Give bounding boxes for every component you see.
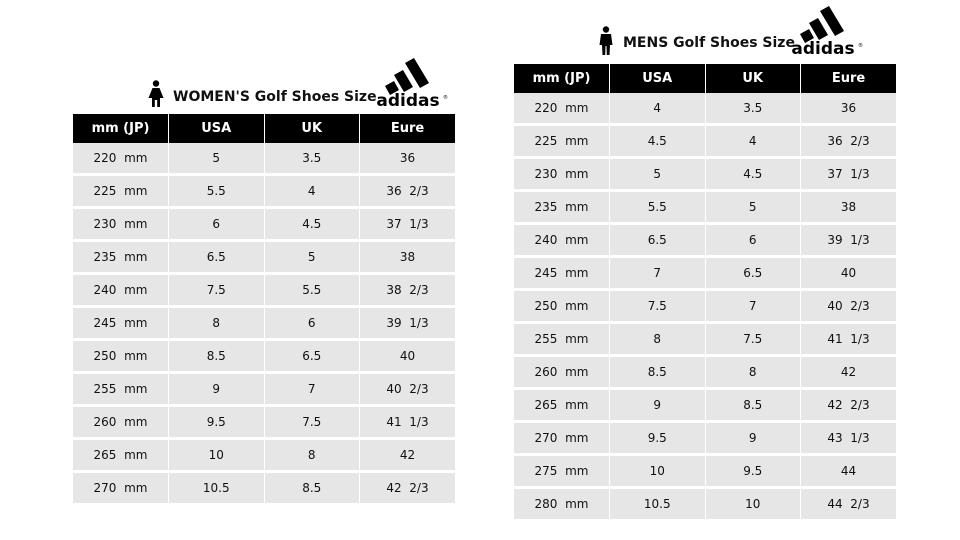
cell-eure: 41 1/3 <box>801 323 897 356</box>
men-size-table <box>514 64 896 519</box>
cell-eure: 40 <box>360 340 456 373</box>
header-usa: USA <box>610 64 706 93</box>
header-eure: Eure <box>801 64 897 93</box>
table-header-row <box>514 64 896 93</box>
cell-mm: 275 mm <box>514 455 610 488</box>
cell-mm: 235 mm <box>73 241 169 274</box>
cell-eure: 36 <box>801 93 897 125</box>
cell-mm: 270 mm <box>514 422 610 455</box>
table-row <box>73 439 455 472</box>
cell-uk: 5 <box>705 191 801 224</box>
cell-eure: 39 1/3 <box>801 224 897 257</box>
cell-uk: 3.5 <box>264 143 360 175</box>
svg-text:adidas: adidas <box>791 39 855 59</box>
cell-mm: 220 mm <box>73 143 169 175</box>
cell-usa: 10.5 <box>169 472 265 504</box>
table-row <box>514 389 896 422</box>
header-usa: USA <box>169 114 265 143</box>
cell-eure: 36 <box>360 143 456 175</box>
cell-usa: 6.5 <box>610 224 706 257</box>
cell-usa: 7.5 <box>169 274 265 307</box>
cell-uk: 3.5 <box>705 93 801 125</box>
cell-uk: 10 <box>705 488 801 520</box>
cell-usa: 5 <box>169 143 265 175</box>
cell-uk: 5.5 <box>264 274 360 307</box>
cell-uk: 4.5 <box>705 158 801 191</box>
table-row <box>73 307 455 340</box>
women-size-table <box>73 114 455 503</box>
cell-mm: 240 mm <box>514 224 610 257</box>
women-heading <box>73 56 455 114</box>
cell-mm: 255 mm <box>73 373 169 406</box>
cell-eure: 44 2/3 <box>801 488 897 520</box>
cell-usa: 10 <box>610 455 706 488</box>
table-row <box>73 472 455 504</box>
cell-uk: 8 <box>264 439 360 472</box>
table-row <box>514 125 896 158</box>
cell-usa: 4.5 <box>610 125 706 158</box>
cell-mm: 220 mm <box>514 93 610 125</box>
cell-uk: 7.5 <box>264 406 360 439</box>
cell-mm: 250 mm <box>514 290 610 323</box>
cell-eure: 42 2/3 <box>360 472 456 504</box>
cell-mm: 225 mm <box>514 125 610 158</box>
cell-uk: 6 <box>705 224 801 257</box>
cell-usa: 6 <box>169 208 265 241</box>
cell-eure: 40 2/3 <box>360 373 456 406</box>
cell-mm: 230 mm <box>514 158 610 191</box>
cell-usa: 8 <box>169 307 265 340</box>
cell-mm: 265 mm <box>514 389 610 422</box>
cell-usa: 4 <box>610 93 706 125</box>
cell-eure: 41 1/3 <box>360 406 456 439</box>
cell-eure: 42 <box>801 356 897 389</box>
cell-usa: 7 <box>610 257 706 290</box>
cell-mm: 260 mm <box>514 356 610 389</box>
cell-eure: 36 2/3 <box>360 175 456 208</box>
cell-eure: 37 1/3 <box>360 208 456 241</box>
table-row <box>73 175 455 208</box>
cell-uk: 9.5 <box>705 455 801 488</box>
cell-mm: 250 mm <box>73 340 169 373</box>
women-title: WOMEN'S Golf Shoes Size <box>173 89 377 105</box>
cell-eure: 38 2/3 <box>360 274 456 307</box>
table-row <box>73 274 455 307</box>
svg-text:®: ® <box>443 95 448 101</box>
table-row <box>73 143 455 175</box>
adidas-logo <box>369 58 447 110</box>
men-heading <box>514 6 896 64</box>
table-row <box>514 257 896 290</box>
cell-usa: 8 <box>610 323 706 356</box>
header-uk: UK <box>705 64 801 93</box>
cell-uk: 7 <box>264 373 360 406</box>
cell-eure: 37 1/3 <box>801 158 897 191</box>
cell-uk: 4 <box>264 175 360 208</box>
cell-usa: 9 <box>610 389 706 422</box>
cell-usa: 10.5 <box>610 488 706 520</box>
table-row <box>514 93 896 125</box>
table-row <box>73 241 455 274</box>
cell-usa: 9.5 <box>610 422 706 455</box>
adidas-logo <box>784 6 862 58</box>
cell-eure: 40 <box>801 257 897 290</box>
cell-mm: 260 mm <box>73 406 169 439</box>
cell-uk: 7.5 <box>705 323 801 356</box>
cell-uk: 6.5 <box>705 257 801 290</box>
table-row <box>514 422 896 455</box>
cell-mm: 225 mm <box>73 175 169 208</box>
cell-usa: 8.5 <box>169 340 265 373</box>
table-row <box>514 191 896 224</box>
cell-eure: 36 2/3 <box>801 125 897 158</box>
cell-mm: 240 mm <box>73 274 169 307</box>
women-size-panel <box>73 56 455 503</box>
header-uk: UK <box>264 114 360 143</box>
table-row <box>514 224 896 257</box>
woman-icon <box>147 80 165 108</box>
cell-usa: 7.5 <box>610 290 706 323</box>
cell-mm: 280 mm <box>514 488 610 520</box>
cell-uk: 7 <box>705 290 801 323</box>
cell-eure: 42 <box>360 439 456 472</box>
cell-usa: 6.5 <box>169 241 265 274</box>
table-row <box>73 208 455 241</box>
table-row <box>514 356 896 389</box>
table-row <box>514 455 896 488</box>
cell-eure: 43 1/3 <box>801 422 897 455</box>
cell-usa: 9.5 <box>169 406 265 439</box>
cell-mm: 255 mm <box>514 323 610 356</box>
cell-uk: 4 <box>705 125 801 158</box>
cell-eure: 44 <box>801 455 897 488</box>
cell-eure: 39 1/3 <box>360 307 456 340</box>
cell-uk: 6 <box>264 307 360 340</box>
svg-text:®: ® <box>858 43 863 49</box>
cell-eure: 38 <box>360 241 456 274</box>
cell-mm: 265 mm <box>73 439 169 472</box>
man-icon <box>598 26 614 56</box>
cell-uk: 4.5 <box>264 208 360 241</box>
cell-mm: 270 mm <box>73 472 169 504</box>
table-row <box>73 406 455 439</box>
table-row <box>73 340 455 373</box>
cell-usa: 5 <box>610 158 706 191</box>
header-mm: mm (JP) <box>73 114 169 143</box>
cell-usa: 10 <box>169 439 265 472</box>
cell-usa: 8.5 <box>610 356 706 389</box>
cell-usa: 5.5 <box>169 175 265 208</box>
cell-eure: 38 <box>801 191 897 224</box>
cell-uk: 6.5 <box>264 340 360 373</box>
svg-text:adidas: adidas <box>376 91 440 111</box>
header-eure: Eure <box>360 114 456 143</box>
cell-uk: 8 <box>705 356 801 389</box>
table-header-row <box>73 114 455 143</box>
table-row <box>73 373 455 406</box>
cell-eure: 40 2/3 <box>801 290 897 323</box>
table-row <box>514 158 896 191</box>
cell-mm: 245 mm <box>73 307 169 340</box>
cell-uk: 9 <box>705 422 801 455</box>
men-size-panel <box>514 6 896 519</box>
table-row <box>514 323 896 356</box>
cell-mm: 230 mm <box>73 208 169 241</box>
cell-usa: 9 <box>169 373 265 406</box>
cell-eure: 42 2/3 <box>801 389 897 422</box>
cell-uk: 8.5 <box>705 389 801 422</box>
table-row <box>514 488 896 520</box>
table-row <box>514 290 896 323</box>
cell-usa: 5.5 <box>610 191 706 224</box>
cell-mm: 235 mm <box>514 191 610 224</box>
header-mm: mm (JP) <box>514 64 610 93</box>
cell-mm: 245 mm <box>514 257 610 290</box>
cell-uk: 8.5 <box>264 472 360 504</box>
men-title: MENS Golf Shoes Size <box>623 35 795 51</box>
cell-uk: 5 <box>264 241 360 274</box>
